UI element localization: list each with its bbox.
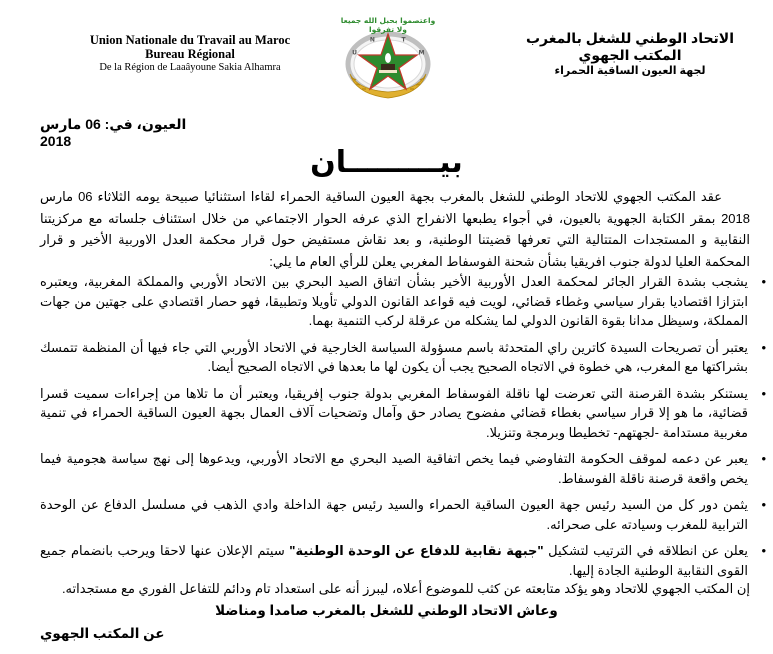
bullet-icon: •: [761, 339, 766, 355]
union-logo: [338, 12, 438, 104]
header-arabic: [510, 30, 750, 78]
point-text: يعتبر أن تصريحات السيدة كاترين راي المتحدثة باسم مسؤولة السياسة الخارجية في الاتحاد الأوربي التي جاء فيها أن المنظمة تتمسك بشراكتها مع المغرب، هي خطوة في الاتجاه الصحيح يجب أن يكون لها ما بعدها في الاتجاه الصحيح أيضا.: [40, 339, 748, 374]
statement-point: [40, 541, 766, 580]
logo-ring-letter: N: [369, 36, 375, 44]
logo-ring-letter: M: [418, 49, 425, 57]
statement-point: [40, 495, 766, 534]
bullet-icon: •: [761, 385, 766, 401]
logo-ring-letter: T: [401, 36, 406, 44]
bullet-icon: •: [761, 274, 766, 289]
point-text: يستنكر بشدة القرصنة التي تعرضت لها ناقلة الفوسفاط المغربي بدولة جنوب إفريقيا، ويعتبر أن ما تلاها من إجراءات سميت قسرا قضائية، ما هو إلا قرار سياسي بغطاء قضائي مفضوح يصادر حق وآمال وتضحيات آلاف العمال بجهة العيون الساقية الحمراء في تنمية مغربية مستدامة -لجهتهم- تخطيطا وبرمجة وتنزيلا.: [40, 385, 748, 440]
intro-paragraph: عقد المكتب الجهوي للاتحاد الوطني للشغل بالمغرب بجهة العيون الساقية الحمراء لقاءا استثنائيا صبيحة يومه الثلاثاء 06 مارس 2018 بمقر الكتابة الجهوية بالعيون، في أجواء يطبعها الانفراج الذي عرفه الحوار الاجتماعي من خلال استئناف جلساته مع مركزيتنا النقابية و المستجدات المتتالية التي تعرفها قضيتنا الوطنية، و بعد نقاش مستفيض حول قرار محكمة العدل الاوربية الأخير و قرار المحكمة العليا لدولة جنوب افريقيا بشأن شحنة الفوسفاط المغربي يعلن للرأي العام ما يلي:: [40, 189, 750, 269]
document-date: العيون، في: 06 مارس 2018: [40, 116, 187, 149]
point-text-before: يعلن عن انطلاقه في الترتيب لتشكيل: [543, 543, 748, 558]
statement-point: [40, 384, 766, 443]
org-name-ar: الاتحاد الوطني للشغل بالمغرب: [525, 30, 735, 46]
point-text: يثمن دور كل من السيد رئيس جهة العيون الساقية الحمراء والسيد رئيس جهة الداخلة وادي الذهب في مسلسل الدفاع عن الوحدة الترابية للمغرب وسيادته على صحرائه.: [40, 497, 748, 532]
region-name-ar: لجهة العيون الساقية الحمراء: [554, 65, 706, 77]
region-name-fr: De la Région de Laaâyoune Sakia Alhamra: [99, 62, 281, 73]
header-french: [60, 33, 320, 74]
point-text-after: سيتم الإعلان عنها لاحقا ويرحب بانضمام جميع القوى النقابية الوطنية الجادة إليها.: [40, 543, 748, 578]
logo-motto: واعتصموا بحبل الله جميعا ولا تفرقوا: [340, 16, 436, 34]
bullet-icon: •: [761, 543, 766, 558]
signature: عن المكتب الجهوي: [40, 626, 165, 641]
book: [379, 70, 397, 73]
statement-point: [40, 449, 766, 488]
statement-point: [40, 272, 766, 331]
document-title: بيـــــــــان: [310, 146, 463, 179]
closing-paragraph: إن المكتب الجهوي للاتحاد وهو يؤكد متابعته عن كثب للموضوع أعلاه، ليبرز أنه على استعداد تام ودائم للتفاعل الفوري مع مستجداته.: [61, 581, 750, 596]
bullet-icon: •: [761, 451, 766, 466]
org-name-fr: Union Nationale du Travail au Maroc: [89, 33, 291, 47]
front-name-highlight: "جبهة نقابية للدفاع عن الوحدة الوطنية": [289, 543, 544, 558]
point-text: يشجب بشدة القرار الجائر لمحكمة العدل الأوربية الأخير بشأن اتفاق الصيد البحري بين الاتحاد الأوربي والمملكة المغربية، ويعتبره ابتزازا اقتصاديا بقرار سياسي وغطاء قضائي، لويت فيه قواعد القانون الدولي تأويلا وتطبيقا، فهو حصار اقتصادي على جهتين من جهات المملكة، وسيظل مدانا بقوة القانون الدولي لما يشكله من عرقلة لركب التنمية بهما.: [40, 274, 748, 328]
statement-points: [40, 272, 773, 587]
office-name-fr: Bureau Régional: [145, 47, 235, 61]
anvil: [381, 64, 395, 70]
statement-point: [40, 338, 766, 377]
bullet-icon: •: [761, 497, 766, 512]
slogan: وعاش الاتحاد الوطني للشغل بالمغرب صامدا ومناضلا: [215, 603, 558, 618]
point-text: يعبر عن دعمه لموقف الحكومة التفاوضي فيما يخص اتفاقية الصيد البحري مع الاتحاد الأوربي، ويدعوها إلى نهج سياسة هجومية فيما يخص واقعة قرصنة ناقلة الفوسفاط.: [40, 451, 748, 486]
torch-flame: [385, 53, 391, 63]
logo-ring-letter: U: [352, 49, 357, 57]
office-name-ar: المكتب الجهوي: [578, 47, 682, 63]
